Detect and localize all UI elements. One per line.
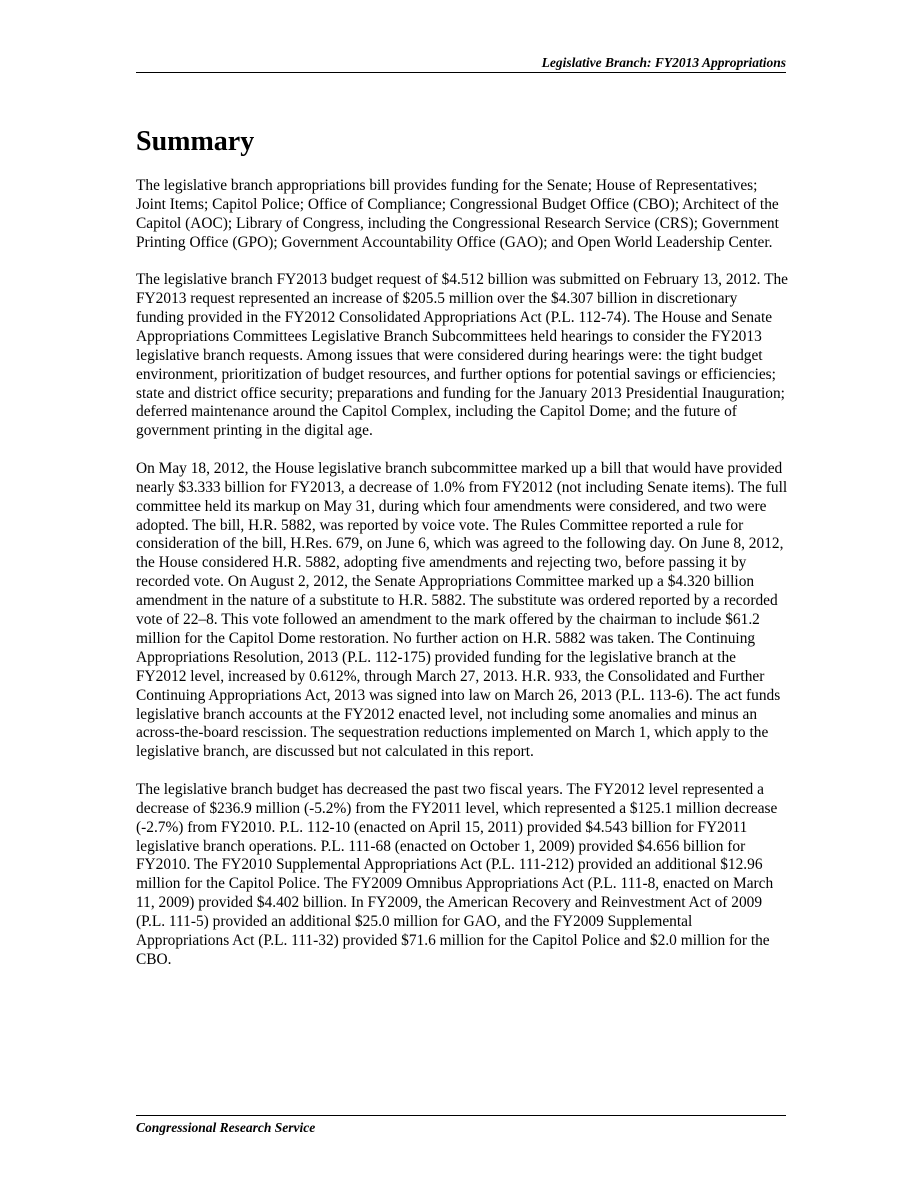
running-footer: Congressional Research Service xyxy=(136,1120,316,1135)
footer-rule xyxy=(136,1115,786,1116)
summary-paragraph-3: On May 18, 2012, the House legislative branch subcommittee marked up a bill that would have provided nearly $3.333 billion for FY2013, a decrease of 1.0% from FY2012 (not including Senate items). The full committee held its markup on May 31, during which four amendments were considered, and two were adopted. The bill, H.R. 5882, was reported by voice vote. The Rules Committee reported a rule for consideration of the bill, H.Res. 679, on June 6, which was agreed to the following day. On June 8, 2012, the House considered H.R. 5882, adopting five amendments and rejecting two, before passing it by recorded vote. On August 2, 2012, the Senate Appropriations Committee marked up a $4.320 billion amendment in the nature of a substitute to H.R. 5882. The substitute was ordered reported by a recorded vote of 22–8. This vote followed an amendment to the mark offered by the chairman to include $61.2 million for the Capitol Dome restoration. No further action on H.R. 5882 was taken. The Continuing Appropriations Resolution, 2013 (P.L. 112-175) provided funding for the legislative branch at the FY2012 level, increased by 0.612%, through March 27, 2013. H.R. 933, the Consolidated and Further Continuing Appropriations Act, 2013 was signed into law on March 26, 2013 (P.L. 113-6). The act funds legislative branch accounts at the FY2012 enacted level, not including some anomalies and minus an across-the-board rescission. The sequestration reductions implemented on March 1, which apply to the legislative branch, are discussed but not calculated in this report. xyxy=(136,459,788,761)
header-rule xyxy=(136,72,786,73)
page-title: Summary xyxy=(136,126,255,157)
summary-body xyxy=(136,177,788,988)
running-header: Legislative Branch: FY2013 Appropriations xyxy=(541,55,786,70)
summary-paragraph-1: The legislative branch appropriations bill provides funding for the Senate; House of Representatives; Joint Items; Capitol Police; Office of Compliance; Congressional Budget Office (CBO); Architect of the Capitol (AOC); Library of Congress, including the Congressional Research Service (CRS); Government Printing Office (GPO); Government Accountability Office (GAO); and Open World Leadership Center. xyxy=(136,177,779,251)
summary-paragraph-2: The legislative branch FY2013 budget request of $4.512 billion was submitted on February 13, 2012. The FY2013 request represented an increase of $205.5 million over the $4.307 billion in discretionary funding provided in the FY2012 Consolidated Appropriations Act (P.L. 112-74). The House and Senate Appropriations Committees Legislative Branch Subcommittees held hearings to consider the FY2013 legislative branch requests. Among issues that were considered during hearings were: the tight budget environment, prioritization of budget resources, and further options for potential savings or efficiencies; state and district office security; preparations and funding for the January 2013 Presidential Inauguration; deferred maintenance around the Capitol Complex, including the Capitol Dome; and the future of government printing in the digital age. xyxy=(136,271,788,440)
summary-paragraph-4: The legislative branch budget has decreased the past two fiscal years. The FY2012 level represented a decrease of $236.9 million (-5.2%) from the FY2011 level, which represented a $125.1 million decrease (-2.7%) from FY2010. P.L. 112-10 (enacted on April 15, 2011) provided $4.543 billion for FY2011 legislative branch operations. P.L. 111-68 (enacted on October 1, 2009) provided $4.656 billion for FY2010. The FY2010 Supplemental Appropriations Act (P.L. 111-212) provided an additional $12.96 million for the Capitol Police. The FY2009 Omnibus Appropriations Act (P.L. 111-8, enacted on March 11, 2009) provided $4.402 billion. In FY2009, the American Recovery and Reinvestment Act of 2009 (P.L. 111-5) provided an additional $25.0 million for GAO, and the FY2009 Supplemental Appropriations Act (P.L. 111-32) provided $71.6 million for the Capitol Police and $2.0 million for the CBO. xyxy=(136,780,778,968)
